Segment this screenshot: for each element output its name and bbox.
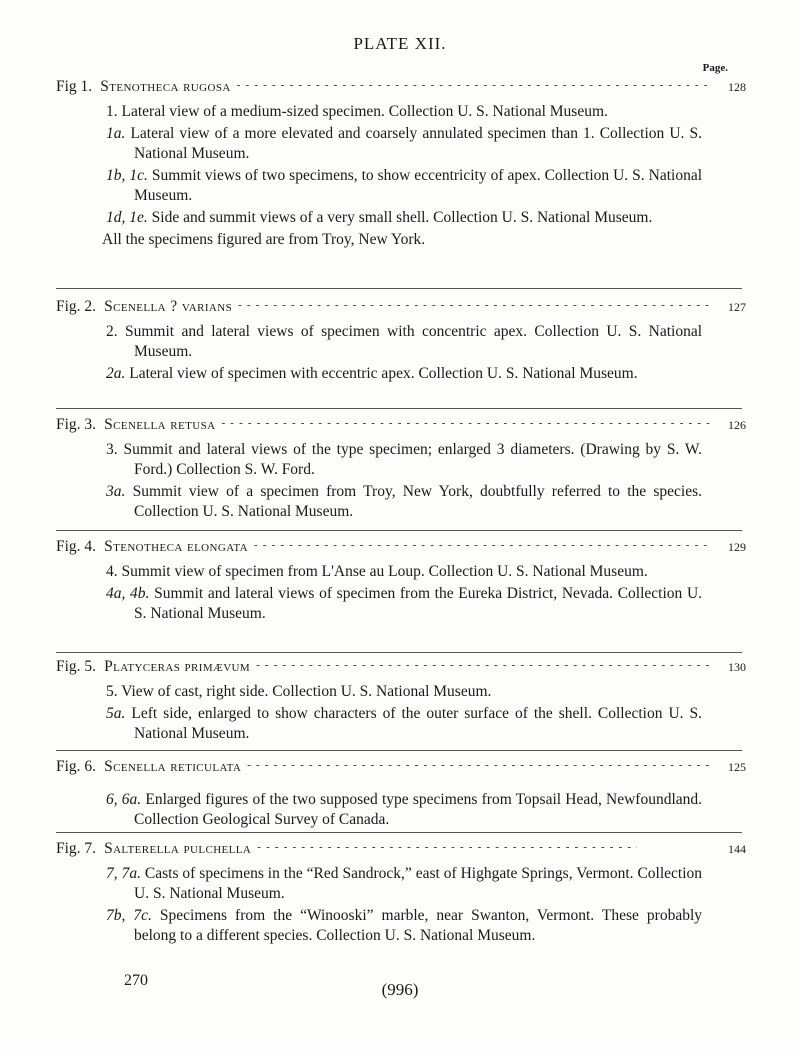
figure-entry: [106, 124, 702, 164]
entry-text: All the specimens figured are from Troy, New York.: [102, 231, 426, 248]
plate-title: PLATE XII.: [353, 34, 447, 53]
leader-dots: [247, 759, 710, 771]
entry-number: 1.: [106, 103, 118, 120]
figure-label: Fig. 7.: [56, 840, 97, 857]
figure-block-7: [56, 840, 746, 946]
section-divider: [56, 832, 742, 833]
entry-text: Summit view of a specimen from Troy, New York, doubtfully referred to the species. Collection U. S. National Museum.: [132, 483, 703, 520]
entry-number: 5a.: [106, 705, 126, 722]
figure-label: Fig. 4.: [56, 538, 97, 555]
entry-number: 2.: [106, 323, 118, 340]
entry-number: 1d, 1e.: [106, 209, 148, 226]
plate-number: 270: [124, 972, 148, 989]
species-name: Stenotheca elongata: [104, 538, 248, 555]
section-divider: [56, 750, 742, 751]
figure-block-3: [56, 416, 746, 522]
entry-text: Side and summit views of a very small shell. Collection U. S. National Museum.: [151, 209, 653, 226]
species-name: Scenella retusa: [104, 416, 216, 433]
page-reference: 127: [728, 300, 746, 314]
entry-text: Enlarged figures of the two supposed type specimens from Topsail Head, Newfoundland. Collection Geological Survey of Canada.: [134, 791, 703, 828]
figure-block-1: [56, 78, 746, 250]
page-reference: 125: [728, 760, 746, 774]
entry-text: Lateral view of specimen with eccentric apex. Collection U. S. National Museum.: [129, 365, 638, 382]
figure-entry: [106, 906, 702, 946]
leader-dots: [238, 299, 710, 311]
entry-number: 3a.: [106, 483, 126, 500]
figure-heading: [56, 840, 746, 862]
figure-label: Fig. 3.: [56, 416, 97, 433]
figure-block-2: [56, 298, 746, 384]
species-name: Scenella reticulata: [104, 758, 242, 775]
leader-dots: [256, 659, 710, 671]
page-reference: 144: [728, 842, 746, 856]
figure-heading: [56, 298, 746, 320]
figure-entry: [106, 682, 702, 702]
entry-text: Summit and lateral views of specimen with concentric apex. Collection U. S. National Museum.: [125, 323, 703, 360]
figure-heading: [56, 758, 746, 780]
section-divider: [56, 652, 742, 653]
entry-number: 1a.: [106, 125, 126, 142]
leader-dots: [237, 79, 710, 91]
entry-number: 6, 6a.: [106, 791, 142, 808]
figure-note: [102, 230, 702, 250]
entry-number: 1b, 1c.: [106, 167, 148, 184]
figure-entry: [106, 482, 702, 522]
figure-entry: [106, 562, 702, 582]
entry-text: Summit and lateral views of the type specimen; enlarged 3 diameters. (Drawing by S. W. Ford.) Collection S. W. Ford.: [123, 441, 702, 478]
figure-entry: [106, 364, 702, 384]
entry-text: Lateral view of a more elevated and coarsely annulated specimen than 1. Collection U. S. National Museum.: [130, 125, 702, 162]
section-divider: [56, 530, 742, 531]
species-name: Salterella pulchella: [104, 840, 252, 857]
figure-entry: [106, 584, 702, 624]
entry-number: 2a.: [106, 365, 126, 382]
figure-label: Fig. 5.: [56, 658, 97, 675]
species-name: Scenella ? varians: [104, 298, 233, 315]
figure-label: Fig. 2.: [56, 298, 97, 315]
figure-entry: [106, 864, 702, 904]
entry-number: 4a, 4b.: [106, 585, 150, 602]
figure-entry: [106, 704, 702, 744]
figure-entry: [106, 322, 702, 362]
entry-text: Casts of specimens in the “Red Sandrock,” east of Highgate Springs, Vermont. Collection U. S. National Museum.: [134, 865, 703, 902]
figure-label: Fig 1.: [56, 78, 93, 95]
figure-block-6: [56, 758, 746, 830]
page-number: (996): [381, 980, 419, 999]
page-reference: 128: [728, 80, 746, 94]
species-name: Platyceras primævum: [104, 658, 251, 675]
figure-entry: [106, 790, 702, 830]
figure-heading: [56, 538, 746, 560]
section-divider: [56, 288, 742, 289]
entry-number: 4.: [106, 563, 118, 580]
entry-number: 7b, 7c.: [106, 907, 152, 924]
section-divider: [56, 408, 742, 409]
page-reference: 130: [728, 660, 746, 674]
leader-dots: [257, 841, 637, 853]
page-reference: 126: [728, 418, 746, 432]
leader-dots: [221, 417, 710, 429]
entry-text: Summit and lateral views of specimen from the Eureka District, Nevada. Collection U. S. National Museum.: [134, 585, 703, 622]
figure-heading: [56, 78, 746, 100]
leader-dots: [254, 539, 710, 551]
entry-text: Specimens from the “Winooski” marble, near Swanton, Vermont. These probably belong to a different species. Collection U. S. National Museum.: [134, 907, 703, 944]
entry-text: Summit view of specimen from L'Anse au Loup. Collection U. S. National Museum.: [121, 563, 648, 580]
figure-entry: [106, 102, 702, 122]
entry-text: Left side, enlarged to show characters of the outer surface of the shell. Collection U. S. National Museum.: [131, 705, 702, 742]
page-reference: 129: [728, 540, 746, 554]
figure-label: Fig. 6.: [56, 758, 97, 775]
entry-number: 3.: [106, 441, 118, 458]
entry-text: Summit views of two specimens, to show eccentricity of apex. Collection U. S. National Museum.: [134, 167, 703, 204]
figure-entry: [106, 208, 702, 228]
figure-heading: [56, 658, 746, 680]
entry-number: 7, 7a.: [106, 865, 141, 882]
page-column-label: Page.: [702, 62, 728, 74]
species-name: Stenotheca rugosa: [100, 78, 231, 95]
figure-entry: [106, 440, 702, 480]
entry-text: Lateral view of a medium-sized specimen. Collection U. S. National Museum.: [121, 103, 608, 120]
figure-block-5: [56, 658, 746, 744]
figure-entry: [106, 166, 702, 206]
figure-block-4: [56, 538, 746, 624]
entry-number: 5.: [106, 683, 118, 700]
figure-heading: [56, 416, 746, 438]
entry-text: View of cast, right side. Collection U. S. National Museum.: [121, 683, 492, 700]
